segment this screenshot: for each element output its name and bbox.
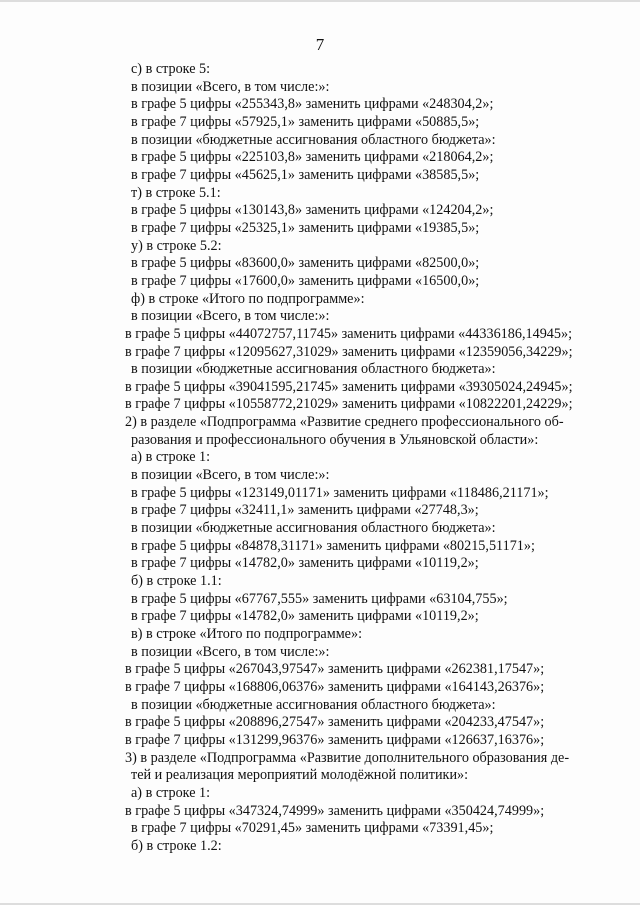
text-line: в графе 5 цифры «208896,27547» заменить цифрами «204233,47547»; bbox=[125, 714, 545, 731]
text-line: в позиции «Всего, в том числе:»: bbox=[131, 643, 330, 660]
text-line: в) в строке «Итого по подпрограмме»: bbox=[131, 626, 363, 642]
text-line: в графе 5 цифры «267043,97547» заменить цифрами «262381,17547»; bbox=[125, 661, 545, 678]
text-line: в позиции «бюджетные ассигнования областного бюджета»: bbox=[131, 131, 496, 148]
text-line: в графе 7 цифры «168806,06376» заменить цифрами «164143,26376»; bbox=[125, 678, 545, 695]
text-line: в графе 5 цифры «84878,31171» заменить цифрами «80215,51171»; bbox=[131, 537, 535, 554]
text-line: у) в строке 5.2: bbox=[131, 237, 222, 254]
text-line: с) в строке 5: bbox=[131, 61, 211, 77]
text-line: 2) в разделе «Подпрограмма «Развитие среднего профессионального об- bbox=[125, 414, 564, 431]
text-line: в графе 7 цифры «131299,96376» заменить цифрами «126637,16376»; bbox=[125, 731, 545, 748]
text-line: в графе 5 цифры «44072757,11745» заменить цифрами «44336186,14945»; bbox=[125, 325, 573, 342]
text-line: в позиции «бюджетные ассигнования областного бюджета»: bbox=[131, 520, 496, 537]
text-line: в графе 7 цифры «12095627,31029» заменить цифрами «12359056,34229»; bbox=[125, 343, 573, 360]
text-line: в позиции «бюджетные ассигнования областного бюджета»: bbox=[131, 361, 496, 378]
document-body bbox=[125, 61, 591, 856]
text-line: в графе 7 цифры «57925,1» заменить цифрами «50885,5»; bbox=[131, 113, 480, 130]
text-line: в графе 7 цифры «45625,1» заменить цифрами «38585,5»; bbox=[131, 166, 480, 183]
text-line: в графе 7 цифры «14782,0» заменить цифрами «10119,2»; bbox=[131, 555, 479, 572]
text-line: в графе 5 цифры «83600,0» заменить цифрами «82500,0»; bbox=[131, 255, 480, 272]
text-line: в позиции «Всего, в том числе:»: bbox=[131, 308, 330, 325]
text-line: ф) в строке «Итого по подпрограмме»: bbox=[131, 290, 365, 307]
text-line: б) в строке 1.2: bbox=[131, 837, 222, 854]
text-line: в графе 5 цифры «347324,74999» заменить цифрами «350424,74999»; bbox=[125, 802, 545, 819]
text-line: в графе 5 цифры «39041595,21745» заменить цифрами «39305024,24945»; bbox=[125, 378, 573, 395]
text-line: тей и реализация мероприятий молодёжной политики»: bbox=[131, 767, 469, 784]
text-line: в графе 5 цифры «130143,8» заменить цифрами «124204,2»; bbox=[131, 202, 494, 219]
text-line: 3) в разделе «Подпрограмма «Развитие дополнительного образования де- bbox=[125, 749, 570, 766]
text-line: а) в строке 1: bbox=[131, 784, 211, 801]
text-line: в графе 7 цифры «17600,0» заменить цифрами «16500,0»; bbox=[131, 272, 480, 289]
text-line: в графе 5 цифры «225103,8» заменить цифрами «218064,2»; bbox=[131, 149, 494, 166]
text-line: в графе 5 цифры «67767,555» заменить цифрами «63104,755»; bbox=[131, 590, 508, 607]
text-line: б) в строке 1.1: bbox=[131, 573, 222, 590]
text-line: в графе 5 цифры «123149,01171» заменить цифрами «118486,21171»; bbox=[131, 484, 549, 501]
text-line: в позиции «Всего, в том числе:»: bbox=[131, 78, 330, 95]
text-line: в графе 7 цифры «32411,1» заменить цифрами «27748,3»; bbox=[131, 502, 479, 519]
text-line: в позиции «бюджетные ассигнования областного бюджета»: bbox=[131, 696, 496, 713]
text-line: в позиции «Всего, в том числе:»: bbox=[131, 467, 330, 484]
scan-top-edge bbox=[0, 0, 640, 2]
text-line: в графе 7 цифры «14782,0» заменить цифрами «10119,2»; bbox=[131, 608, 479, 625]
text-line: в графе 7 цифры «70291,45» заменить цифрами «73391,45»; bbox=[131, 820, 494, 837]
text-line: в графе 7 цифры «10558772,21029» заменить цифрами «10822201,24229»; bbox=[125, 396, 573, 413]
text-line: т) в строке 5.1: bbox=[131, 184, 221, 201]
text-line: в графе 5 цифры «255343,8» заменить цифрами «248304,2»; bbox=[131, 96, 494, 113]
text-line: в графе 7 цифры «25325,1» заменить цифрами «19385,5»; bbox=[131, 219, 480, 236]
text-line: разования и профессионального обучения в Ульяновской области»: bbox=[131, 431, 539, 448]
text-line: а) в строке 1: bbox=[131, 449, 211, 466]
page-number: 7 bbox=[315, 35, 325, 54]
